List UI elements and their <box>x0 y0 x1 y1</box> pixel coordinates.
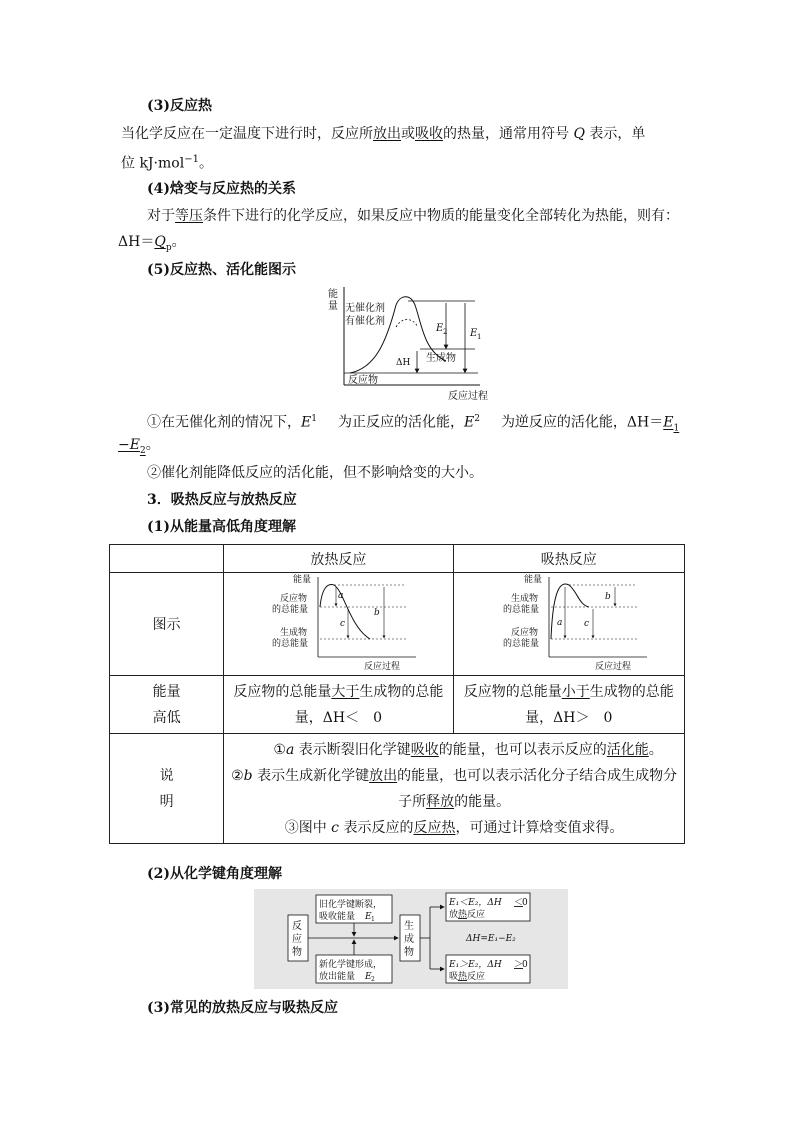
superscript: −1 <box>184 154 199 165</box>
text: 的能量，也可以表示反应的 <box>438 741 607 758</box>
label-catalyst: 有催化剂 <box>345 316 385 327</box>
result-text: 反应 <box>467 910 486 920</box>
box-text: 1 <box>371 916 375 923</box>
text: 子所 <box>398 793 427 810</box>
row-label-energy <box>110 676 224 734</box>
y-label: 量 <box>328 301 338 312</box>
text: 为正反应的活化能， <box>337 414 464 431</box>
section-3-heading: (3)反应热 <box>147 98 212 114</box>
label-reactant: 的总能量 <box>272 605 309 615</box>
sub: 1 <box>673 423 680 434</box>
section-2-heading: (2)从化学键角度理解 <box>147 866 282 882</box>
text: 的能量，也可以表示活化分子结合成生成物分 <box>397 767 678 784</box>
label-reactant: 反应物 <box>280 594 308 604</box>
symbol-q: Q <box>154 234 166 250</box>
label-a: a <box>556 618 563 628</box>
label-reactant: 反应物 <box>510 628 538 638</box>
text: 0 <box>603 709 613 726</box>
box-text: E <box>365 972 372 982</box>
table-row-diagram <box>110 573 685 676</box>
box-text: 旧化学键断裂， <box>319 900 383 910</box>
text: 为逆反应的活化能，ΔH＝ <box>500 414 664 431</box>
label-e1: E <box>470 328 478 339</box>
text: 的热量，通常用符号 <box>443 126 569 142</box>
box-text: 物 <box>292 947 302 958</box>
box-text: 物 <box>404 947 414 958</box>
underlined-reaction-heat: 反应热 <box>413 819 456 836</box>
text: 表示断裂旧化学键 <box>298 741 411 758</box>
box-text: 反 <box>292 921 302 932</box>
label-c: c <box>583 619 589 629</box>
comparison-table <box>109 544 685 844</box>
label-e1-sub: 1 <box>477 333 482 341</box>
row-label-line: 高低 <box>152 709 181 726</box>
note-1 <box>224 737 684 763</box>
result-text: 反应 <box>467 972 486 982</box>
text: 生成物的总能 <box>359 683 444 700</box>
section-5-note1-line2 <box>118 435 160 461</box>
box-text: 吸收能量 <box>319 912 356 922</box>
underlined-release: 放出 <box>369 767 398 784</box>
endo-energy-line2 <box>454 705 684 731</box>
box-text: 2 <box>371 976 375 983</box>
note-3 <box>224 815 684 841</box>
label-a: a <box>338 591 344 601</box>
section-5-note2: ②催化剂能降低反应的活化能，但不影响焓变的大小。 <box>147 465 483 481</box>
table-corner-cell <box>110 545 224 573</box>
underlined-release: 放出 <box>373 126 401 142</box>
x-label: 反应过程 <box>594 662 631 671</box>
label-e2-sub: 2 <box>443 328 448 336</box>
label-b: b <box>604 592 611 602</box>
exo-energy-cell <box>224 676 453 734</box>
bond-energy-flowchart <box>254 889 568 989</box>
formula-text: ΔH=E₁−E₂ <box>466 934 516 944</box>
row-label-line: 明 <box>159 793 174 810</box>
symbol-e2: E <box>463 414 475 431</box>
label-product: 的总能量 <box>272 639 309 649</box>
section-5-heading: (5)反应热、活化能图示 <box>147 262 296 278</box>
text: 。 <box>171 234 186 250</box>
underlined-activation: 活化能 <box>606 741 649 758</box>
text: ①在无催化剂的情况下， <box>147 414 301 431</box>
text: 量，ΔH＜ <box>294 709 360 726</box>
box-text: 成 <box>404 934 414 945</box>
note-2 <box>224 763 684 789</box>
box-text: 放出能量 <box>319 972 356 982</box>
label-c: c <box>340 619 346 629</box>
text: ΔH＝ <box>118 234 155 250</box>
result-text: 热 <box>458 972 468 982</box>
text: 反应物的总能量 <box>233 683 332 700</box>
text: 表示反应的 <box>343 819 414 836</box>
label-reactant: 的总能量 <box>502 639 539 649</box>
label-dh: ΔH <box>396 358 411 368</box>
text: ，可通过计算焓变值求得。 <box>455 819 624 836</box>
y-label: 能量 <box>523 575 542 585</box>
section-3-para-line1 <box>121 124 645 144</box>
result-text: 吸 <box>449 972 459 982</box>
underlined-less: 小于 <box>561 683 590 700</box>
symbol-c: c <box>331 819 340 836</box>
label-b: b <box>374 608 381 618</box>
exo-diagram-cell <box>224 573 453 676</box>
result-text: E₁＞E₂，ΔH <box>449 960 502 970</box>
text: 条件下进行的化学反应，如果反应中物质的能量变化全部转化为热能，则有： <box>203 208 679 224</box>
section-3-main-heading: 3．吸热反应与放热反应 <box>147 492 297 508</box>
section-3-sub1-heading: (1)从能量高低角度理解 <box>147 519 296 535</box>
result-text: ＞ <box>514 960 524 970</box>
sub: 2 <box>139 445 146 456</box>
label-product: 生成物 <box>426 353 456 364</box>
text: ② <box>231 767 244 784</box>
exo-diagram <box>258 573 418 671</box>
symbol-e1: E <box>301 414 312 431</box>
text: 反应物的总能量 <box>463 683 562 700</box>
result-text: 放 <box>449 910 459 920</box>
box-text: 新化学键形成， <box>319 960 383 970</box>
text: ③图中 <box>284 819 327 836</box>
result-text: 热 <box>458 910 468 920</box>
underlined-release: 释放 <box>426 793 455 810</box>
underlined-absorb: 吸收 <box>410 741 439 758</box>
text: ① <box>273 741 286 758</box>
sup: 1 <box>311 414 317 424</box>
endo-diagram-cell <box>453 573 684 676</box>
text: 0 <box>373 709 382 726</box>
catalyzed-curve <box>396 320 418 328</box>
symbol-a: a <box>285 741 295 758</box>
symbol-b: b <box>243 767 253 784</box>
underlined-isobaric: 等压 <box>175 208 203 224</box>
text: 。 <box>198 155 213 172</box>
exo-curve <box>320 585 370 639</box>
text: 当化学反应在一定温度下进行时，反应所 <box>121 126 373 142</box>
underlined-absorb: 吸收 <box>415 126 443 142</box>
text: 生成物的总能 <box>589 683 674 700</box>
label-product: 生成物 <box>280 628 308 638</box>
endo-curve <box>551 584 589 639</box>
answer-e1: E <box>663 414 674 431</box>
exo-energy-line2 <box>224 705 452 731</box>
endo-energy-cell <box>453 676 684 734</box>
label-product: 生成物 <box>510 594 538 604</box>
result-text: ＜ <box>514 898 524 908</box>
text: 对于 <box>147 208 175 224</box>
text: 。 <box>648 741 663 758</box>
text: 表示，单 <box>589 126 646 142</box>
section-4-para-line1 <box>147 206 679 226</box>
section-4-heading: (4)焓变与反应热的关系 <box>147 181 296 197</box>
result-text: E₁＜E₂，ΔH <box>449 898 502 908</box>
x-label: 反应过程 <box>364 662 401 671</box>
sup: 2 <box>474 414 480 424</box>
subscript: p <box>165 242 172 253</box>
result-text: 0 <box>522 960 528 970</box>
symbol-q: Q <box>573 126 585 142</box>
label-no-catalyst: 无催化剂 <box>345 303 385 314</box>
text: 量，ΔH＞ <box>525 709 590 726</box>
row-label-line: 说 <box>159 767 174 784</box>
table-header-row <box>110 545 685 573</box>
exo-energy-line1 <box>224 679 452 705</box>
table-row-notes <box>110 734 685 844</box>
box-text: 应 <box>292 934 302 945</box>
result-text: 0 <box>522 898 528 908</box>
row-label-notes <box>110 734 224 844</box>
label-reactant: 反应物 <box>348 375 378 386</box>
x-label: 反应过程 <box>448 391 488 402</box>
y-label: 能 <box>328 289 338 300</box>
y-label: 能量 <box>293 575 312 585</box>
label-e2: E <box>436 323 444 334</box>
section-common-heading: (3)常见的放热反应与吸热反应 <box>147 1000 338 1016</box>
header-exothermic: 放热反应 <box>224 545 453 573</box>
activation-energy-diagram <box>320 283 510 405</box>
text: 表示生成新化学键 <box>257 767 370 784</box>
box-text: E <box>365 912 372 922</box>
header-endothermic: 吸热反应 <box>453 545 684 573</box>
section-4-para-line2 <box>118 232 186 258</box>
label-product: 的总能量 <box>502 605 539 615</box>
note-2-cont <box>224 789 684 815</box>
endo-energy-line1 <box>454 679 684 705</box>
section-5-note1-line1 <box>147 409 679 438</box>
text: 。 <box>145 437 160 453</box>
text: 位 kJ·mol <box>121 155 185 172</box>
notes-cell <box>224 734 685 844</box>
underlined-greater: 大于 <box>331 683 360 700</box>
section-3-para-line2 <box>121 150 213 174</box>
answer-e2: −E <box>118 437 140 453</box>
row-label-line: 能量 <box>152 683 181 700</box>
table-row-energy <box>110 676 685 734</box>
box-text: 生 <box>404 921 414 932</box>
endo-diagram <box>489 573 649 671</box>
text: 的能量。 <box>454 793 511 810</box>
text: 或 <box>401 126 415 142</box>
row-label-diagram: 图示 <box>110 573 224 676</box>
